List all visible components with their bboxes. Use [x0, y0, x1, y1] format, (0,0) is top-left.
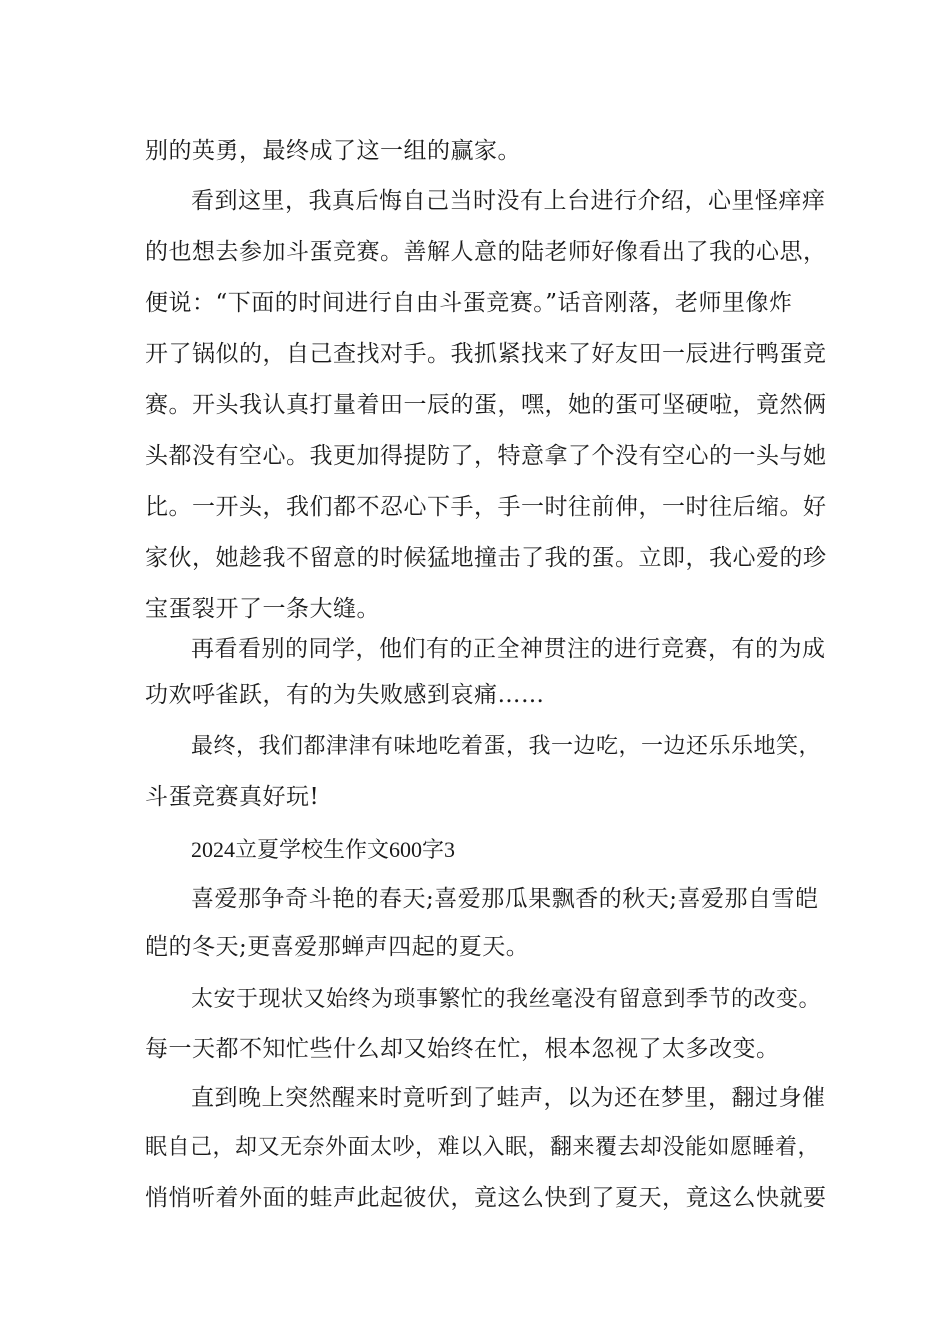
paragraph-first-line: 喜爱那争奇斗艳的春天;喜爱那瓜果飘香的秋天;喜爱那自雪皑 [191, 886, 819, 912]
text-line: 头都没有空心。我更加得提防了，特意拿了个没有空心的一头与她 [145, 443, 827, 469]
text-line: 眠自己，却又无奈外面太吵，难以入眠，翻来覆去却没能如愿睡着， [145, 1135, 821, 1160]
text-line: 宝蛋裂开了一条大缝。 [145, 596, 380, 622]
paragraph-first-line: 太安于现状又始终为琐事繁忙的我丝毫没有留意到季节的改变。 [191, 987, 822, 1012]
text-line: 开了锅似的，自己查找对手。我抓紧找来了好友田一辰进行鸭蛋竞 [145, 341, 827, 367]
text-line: 悄悄听着外面的蛙声此起彼伏，竟这么快到了夏天，竟这么快就要 [145, 1185, 827, 1211]
paragraph-first-line: 看到这里，我真后悔自己当时没有上台进行介绍，心里怪痒痒 [191, 188, 826, 214]
section-heading: 2024立夏学校生作文600字3 [191, 837, 456, 862]
text-line: 每一天都不知忙些什么却又始终在忙，根本忽视了太多改变。 [145, 1036, 780, 1062]
text-line: 家伙，她趁我不留意的时候猛地撞击了我的蛋。立即，我心爱的珍 [145, 545, 827, 571]
text-line: 便说：“下面的时间进行自由斗蛋竞赛。”话音刚落，老师里像炸 [145, 290, 793, 316]
paragraph-first-line: 直到晚上突然醒来时竟听到了蛙声，以为还在梦里，翻过身催 [191, 1085, 826, 1111]
text-line: 功欢呼雀跃，有的为失败感到哀痛…… [145, 682, 545, 708]
text-line: 皑的冬天;更喜爱那蝉声四起的夏天。 [145, 934, 530, 960]
paragraph-first-line: 最终，我们都津津有味地吃着蛋，我一边吃，一边还乐乐地笑， [191, 734, 822, 759]
text-line: 赛。开头我认真打量着田一辰的蛋，嘿，她的蛋可坚硬啦，竟然俩 [145, 392, 827, 418]
text-line: 斗蛋竞赛真好玩! [145, 784, 320, 810]
paragraph-first-line: 再看看别的同学，他们有的正全神贯注的进行竞赛，有的为成 [191, 636, 826, 662]
text-line: 比。一开头，我们都不忍心下手，手一时往前伸，一时往后缩。好 [145, 494, 827, 520]
text-line: 别的英勇，最终成了这一组的赢家。 [145, 138, 521, 164]
text-line: 的也想去参加斗蛋竞赛。善解人意的陆老师好像看出了我的心思， [145, 239, 827, 265]
